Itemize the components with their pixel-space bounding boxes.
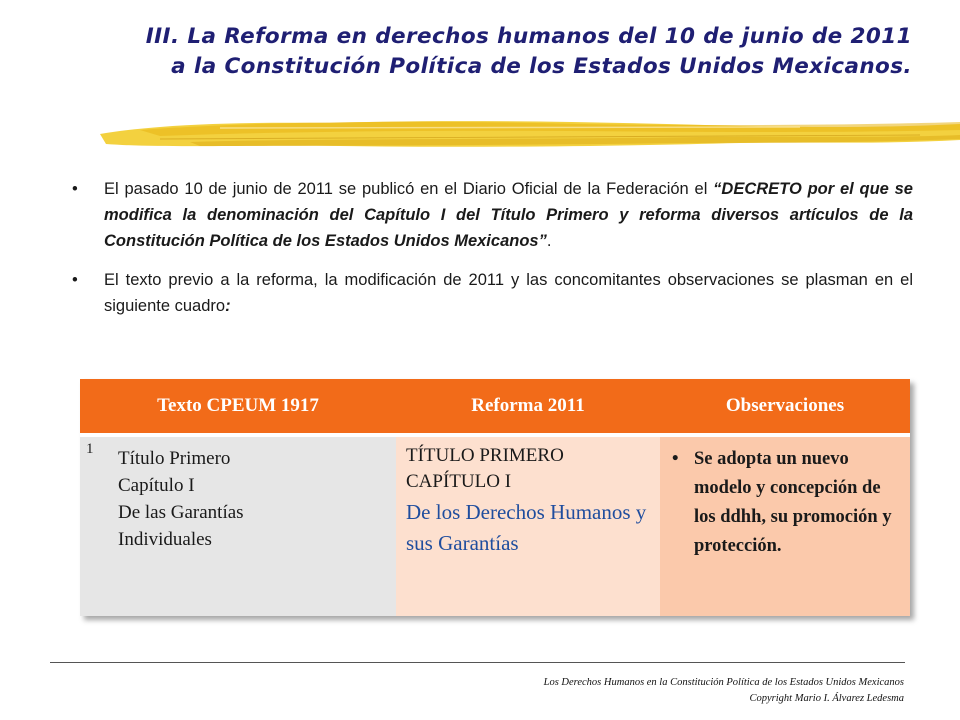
bullet-marker: • bbox=[72, 271, 78, 289]
footer bbox=[544, 675, 904, 707]
decree-name: “DECRETO por el que se modifica la denominación del Capítulo I del Título Primero y reforma diversos artículos de la Constitución Política de los Estados Unidos Mexicanos” bbox=[104, 180, 913, 250]
table-row bbox=[80, 435, 910, 616]
c1-line: Individuales bbox=[118, 529, 212, 550]
row-number: 1 bbox=[86, 441, 94, 457]
c2-line: CAPÍTULO I bbox=[406, 471, 512, 492]
table-header-row bbox=[80, 379, 910, 435]
comparison-table bbox=[80, 379, 910, 616]
cell-texto-1917 bbox=[80, 435, 396, 616]
slide-title bbox=[146, 22, 912, 82]
bullet-item-cuadro bbox=[70, 267, 913, 319]
footer-divider bbox=[50, 662, 905, 663]
bullet-item-decreto bbox=[70, 176, 913, 254]
header-texto-1917: Texto CPEUM 1917 bbox=[80, 379, 396, 435]
bullet-list bbox=[70, 176, 913, 332]
c2-line: TÍTULO PRIMERO bbox=[406, 445, 564, 466]
c1-line: Título Primero bbox=[118, 448, 231, 469]
c1-line: Capítulo I bbox=[118, 475, 195, 496]
header-reforma-2011: Reforma 2011 bbox=[396, 379, 660, 435]
yellow-brush-stroke bbox=[100, 110, 960, 162]
bullet-text: El texto previo a la reforma, la modificación de 2011 y las concomitantes observaciones se plasman en el siguiente cuadro bbox=[104, 271, 913, 315]
header-observaciones: Observaciones bbox=[660, 379, 910, 435]
title-line-1: III. La Reforma en derechos humanos del 10 de junio de 2011 bbox=[145, 24, 912, 49]
cell-reforma-2011 bbox=[396, 435, 660, 616]
observation-text: Se adopta un nuevo modelo y concepción de los ddhh, su promoción y protección. bbox=[694, 449, 892, 556]
title-line-2: a la Constitución Política de los Estados Unidos Mexicanos. bbox=[171, 54, 912, 79]
bullet-text-end: . bbox=[546, 232, 552, 250]
c1-line: De las Garantías bbox=[118, 502, 244, 523]
cell-observaciones bbox=[660, 435, 910, 616]
bullet-text: El pasado 10 de junio de 2011 se publicó en el Diario Oficial de la Federación el bbox=[104, 180, 714, 198]
footer-title: Los Derechos Humanos en la Constitución Política de los Estados Unidos Mexicanos bbox=[543, 677, 904, 688]
bullet-marker: • bbox=[672, 449, 679, 469]
bullet-colon: : bbox=[225, 297, 231, 315]
footer-copyright: Copyright Mario I. Álvarez Ledesma bbox=[749, 693, 904, 704]
bullet-marker: • bbox=[72, 180, 78, 198]
c2-new-denomination: De los Derechos Humanos y sus Garantías bbox=[406, 500, 647, 555]
